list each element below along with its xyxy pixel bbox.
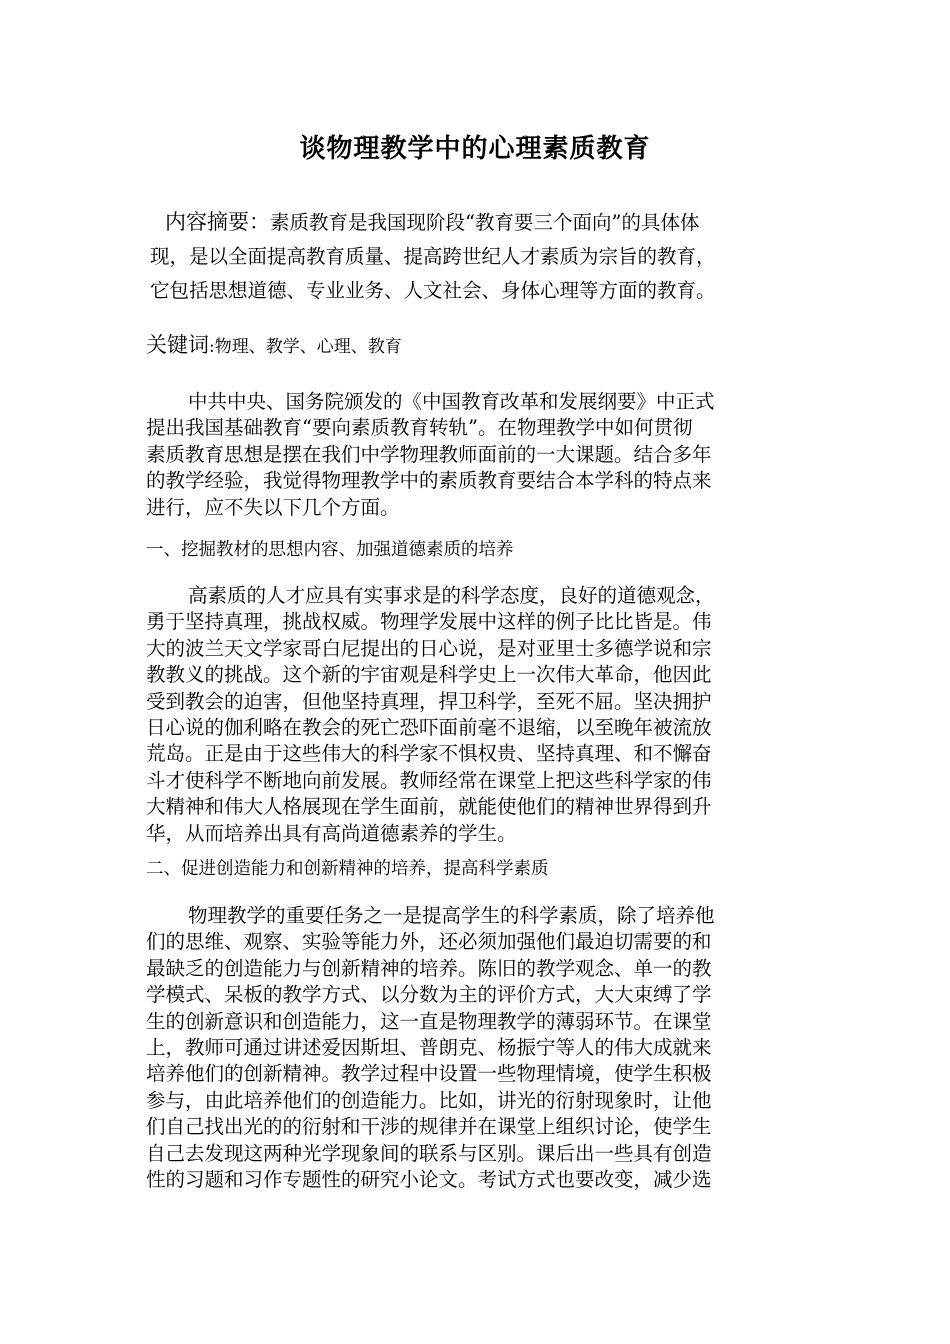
keywords-colon: : bbox=[209, 337, 215, 357]
keywords bbox=[146, 328, 402, 364]
abstract-line bbox=[146, 205, 810, 240]
paragraph-line: 勇于坚持真理，挑战权威。物理学发展中这样的例子比比皆是。伟 bbox=[146, 610, 712, 634]
paragraph-line: 生的创新意识和创造能力，这一直是物理教学的薄弱环节。在课堂 bbox=[146, 1009, 712, 1033]
abstract-label: 内容摘要： bbox=[165, 210, 270, 234]
paragraph-line: 荒岛。正是由于这些伟大的科学家不惧权贵、坚持真理、和不懈奋 bbox=[146, 742, 712, 766]
paragraph-line: 培养他们的创新精神。教学过程中设置一些物理情境，使学生积极 bbox=[146, 1062, 712, 1086]
paragraph-line: 教教义的挑战。这个新的宇宙观是科学史上一次伟大革命，他因此 bbox=[146, 663, 712, 687]
paragraph-line: 提出我国基础教育“要向素质教育转轨”。在物理教学中如何贯彻 bbox=[146, 416, 693, 440]
paragraph-line: 物理教学的重要任务之一是提高学生的科学素质，除了培养他 bbox=[188, 904, 715, 927]
section2-paragraph bbox=[146, 903, 796, 1193]
paragraph-line: 高素质的人才应具有实事求是的科学态度，良好的道德观念， bbox=[188, 584, 715, 607]
section-heading-1: 一、挖掘教材的思想内容、加强道德素质的培养 bbox=[146, 540, 514, 560]
document-title: 谈物理教学中的心理素质教育 bbox=[299, 134, 651, 164]
paragraph-line: 性的习题和习作专题性的研究小论文。考试方式也要改变，减少选 bbox=[146, 1168, 712, 1192]
paragraph-line: 华，从而培养出具有高尚道德素养的学生。 bbox=[146, 821, 517, 845]
paragraph-line: 最缺乏的创造能力与创新精神的培养。陈旧的教学观念、单一的教 bbox=[146, 956, 712, 980]
paragraph-line: 日心说的伽利略在教会的死亡恐吓面前毫不退缩，以至晚年被流放 bbox=[146, 716, 712, 740]
paragraph-line: 中共中央、国务院颁发的《中国教育改革和发展纲要》中正式 bbox=[188, 390, 715, 413]
paragraph-line: 上，教师可通过讲述爱因斯坦、普朗克、杨振宁等人的伟大成就来 bbox=[146, 1036, 712, 1060]
keywords-text: 物理、教学、心理、教育 bbox=[214, 337, 402, 357]
paragraph-line: 的教学经验，我觉得物理教学中的素质教育要结合本学科的特点来 bbox=[146, 469, 712, 493]
paragraph-line: 素质教育思想是摆在我们中学物理教师面前的一大课题。结合多年 bbox=[146, 442, 712, 466]
abstract-line: 它包括思想道德、专业业务、人文社会、身体心理等方面的教育。 bbox=[150, 279, 716, 302]
paragraph-line: 们自己找出光的的衍射和干涉的规律并在课堂上组织讨论，使学生 bbox=[146, 1115, 712, 1139]
keywords-label: 关键词 bbox=[146, 333, 209, 357]
abstract-line: 现，是以全面提高教育质量、提高跨世纪人才素质为宗旨的教育， bbox=[150, 245, 716, 268]
paragraph-line: 自己去发现这两种光学现象间的联系与区别。课后出一些具有创造 bbox=[146, 1141, 712, 1165]
paragraph-line: 斗才使科学不断地向前发展。教师经常在课堂上把这些科学家的伟 bbox=[146, 768, 712, 792]
paragraph-line: 进行，应不失以下几个方面。 bbox=[146, 495, 400, 519]
paragraph-line: 学模式、呆板的教学方式、以分数为主的评价方式，大大束缚了学 bbox=[146, 983, 712, 1007]
paragraph-line: 参与，由此培养他们的创造能力。比如，讲光的衍射现象时，让他 bbox=[146, 1088, 712, 1112]
abstract bbox=[146, 205, 810, 308]
paragraph-line: 们的思维、观察、实验等能力外，还必须加强他们最迫切需要的和 bbox=[146, 930, 712, 954]
section-heading-2: 二、促进创造能力和创新精神的培养，提高科学素质 bbox=[146, 859, 549, 879]
paragraph-line: 受到教会的迫害，但他坚持真理，捍卫科学，至死不屈。坚决拥护 bbox=[146, 689, 712, 713]
abstract-text: 素质教育是我国现阶段“教育要三个面向”的具体体 bbox=[270, 211, 700, 234]
paragraph-line: 大精神和伟大人格展现在学生面前，就能使他们的精神世界得到升 bbox=[146, 795, 712, 819]
intro-paragraph bbox=[146, 389, 796, 521]
section1-paragraph bbox=[146, 583, 796, 847]
paragraph-line: 大的波兰天文学家哥白尼提出的日心说，是对亚里士多德学说和宗 bbox=[146, 636, 712, 660]
